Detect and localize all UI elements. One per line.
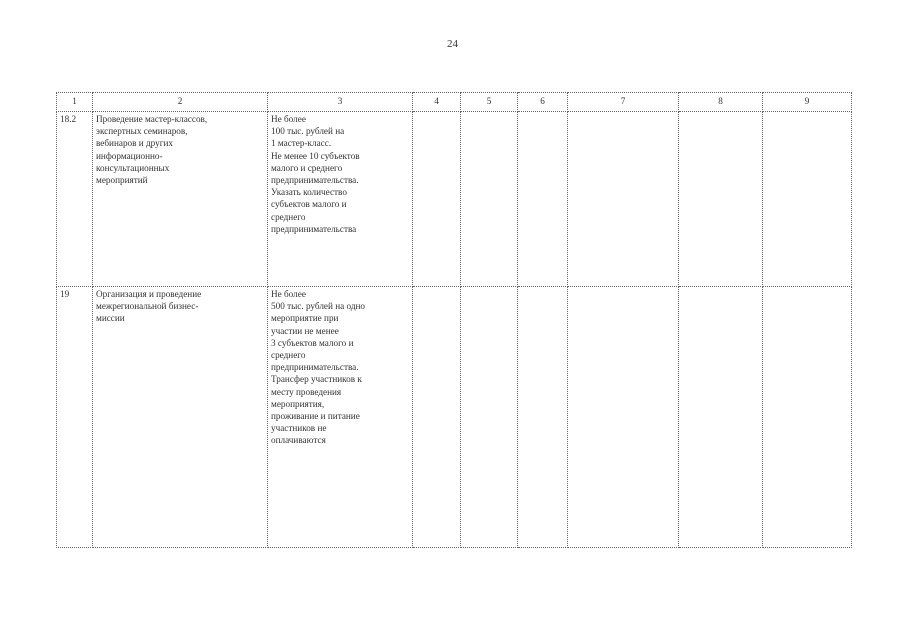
condition-cell [268,112,413,287]
condition-line: проживание и питание [271,411,360,422]
empty-cell [763,112,852,287]
page-number: 24 [447,38,458,50]
column-header: 6 [518,93,568,112]
condition-line: 100 тыс. рублей на [271,126,345,137]
condition-line: предпринимательства. [271,362,359,373]
condition-line: мероприятия, [271,398,325,409]
empty-cell [679,287,763,548]
event-name-line: миссии [96,313,125,324]
condition-line: оплачиваются [271,435,326,446]
condition-line: участии не менее [271,325,339,336]
table-row [57,287,852,548]
row-number: 19 [57,287,93,548]
event-name-line: вебинаров и других [96,138,174,149]
empty-cell [568,287,679,548]
empty-cell [568,112,679,287]
data-table [56,92,852,548]
event-name-line: консультационных [96,162,170,173]
condition-line: Не более [271,289,306,299]
empty-cell [413,287,461,548]
condition-line: субъектов малого и [271,199,347,210]
condition-line: 3 субъектов малого и [271,337,354,348]
condition-cell [268,287,413,548]
table-row [57,112,852,287]
empty-cell [763,287,852,548]
condition-line: среднего [271,211,306,222]
event-name-line: Проведение мастер-классов, [96,114,208,124]
event-name-line: информационно- [96,150,163,161]
empty-cell [518,112,568,287]
empty-cell [413,112,461,287]
row-number: 18.2 [57,112,93,287]
empty-cell [518,287,568,548]
condition-line: предпринимательства. [271,175,359,186]
condition-line: Указать количество [271,187,347,198]
event-name-line: мероприятий [96,175,148,186]
column-header: 9 [763,93,852,112]
event-name-cell [93,112,268,287]
condition-line: предпринимательства [271,223,357,234]
condition-line: 500 тыс. рублей на одно [271,301,366,312]
column-header: 3 [268,93,413,112]
condition-line: Не более [271,114,306,124]
condition-line: Не менее 10 субъектов [271,150,360,161]
event-name-cell [93,287,268,548]
column-header: 7 [568,93,679,112]
header-row [57,93,852,112]
empty-cell [461,112,518,287]
condition-line: месту проведения [271,386,342,397]
column-header: 8 [679,93,763,112]
condition-line: Трансфер участников к [271,374,362,385]
event-name-line: Организация и проведение [96,289,202,299]
empty-cell [461,287,518,548]
event-name-line: межрегиональной бизнес- [96,301,199,312]
condition-line: 1 мастер-класс. [271,138,332,149]
column-header: 2 [93,93,268,112]
condition-line: среднего [271,350,306,361]
column-header: 1 [57,93,93,112]
event-name-line: экспертных семинаров, [96,126,188,137]
condition-line: участников не [271,423,327,434]
condition-line: малого и среднего [271,162,343,173]
column-header: 5 [461,93,518,112]
empty-cell [679,112,763,287]
column-header: 4 [413,93,461,112]
condition-line: мероприятие при [271,313,339,324]
